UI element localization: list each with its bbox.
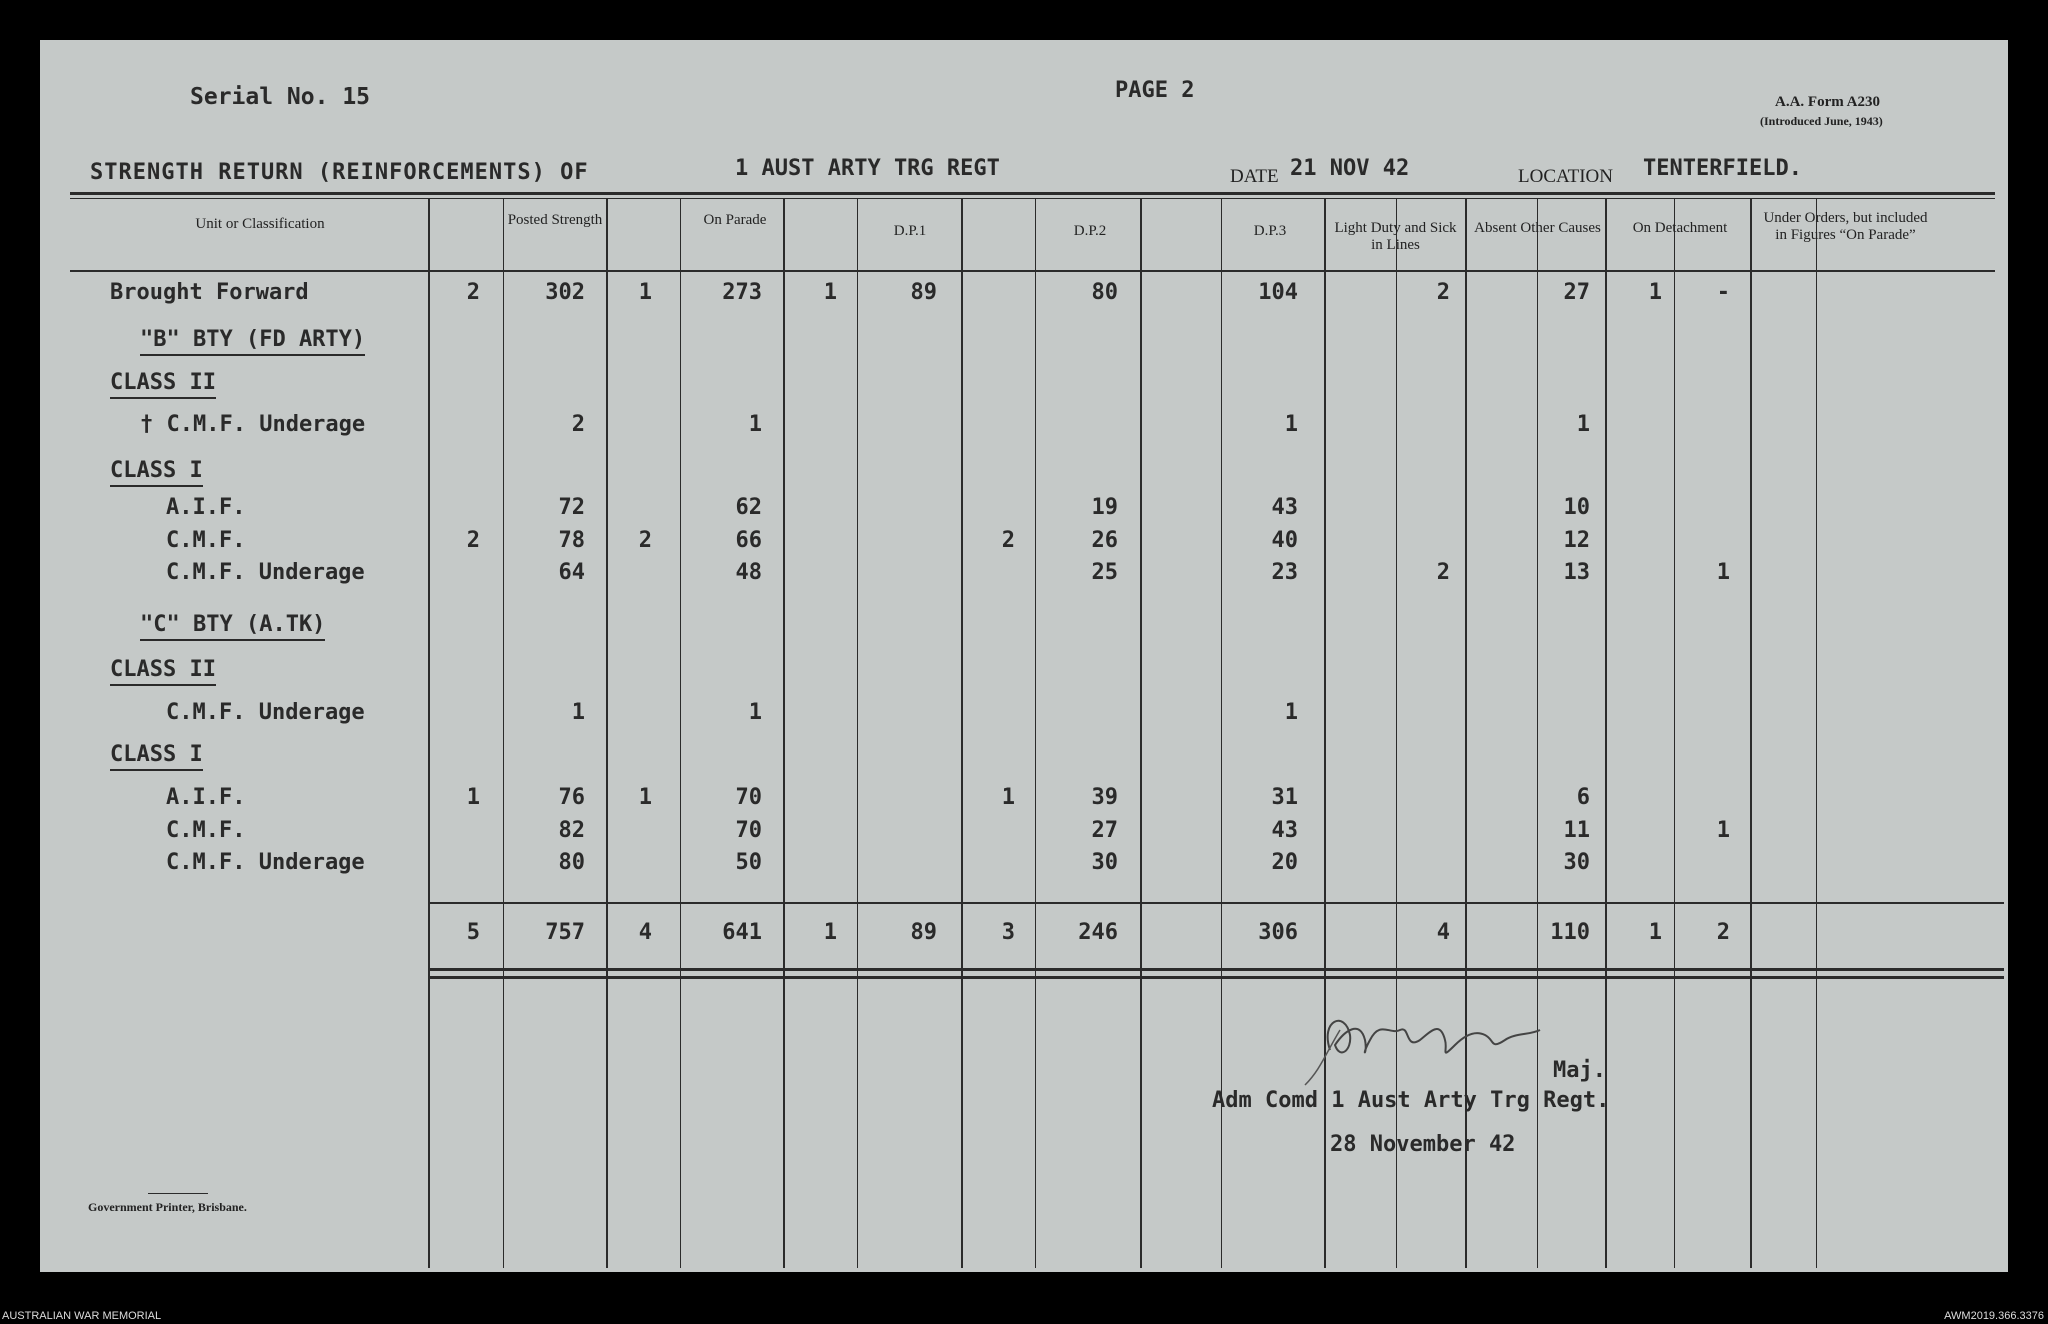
cell-value: 273 bbox=[722, 280, 762, 305]
cell-value: 1 bbox=[1001, 785, 1015, 810]
cell-value: 30 bbox=[1563, 850, 1590, 875]
cell-value: 2 bbox=[638, 528, 652, 553]
total-value: 1 bbox=[1648, 920, 1662, 945]
row-label: † C.M.F. Underage bbox=[140, 412, 366, 437]
cell-value: 25 bbox=[1091, 560, 1118, 585]
cell-value: 80 bbox=[1091, 280, 1118, 305]
cell-value: 27 bbox=[1563, 280, 1590, 305]
cell-value: 70 bbox=[735, 818, 762, 843]
cell-value: 48 bbox=[735, 560, 762, 585]
total-value: 3 bbox=[1001, 920, 1015, 945]
cell-value: 1 bbox=[1716, 818, 1730, 843]
total-value: 757 bbox=[545, 920, 585, 945]
row-label: CLASS I bbox=[110, 458, 203, 487]
col-rule bbox=[1750, 198, 1752, 1268]
cell-value: 78 bbox=[558, 528, 585, 553]
cell-value: 1 bbox=[1648, 280, 1662, 305]
cell-value: 11 bbox=[1563, 818, 1590, 843]
row-label: Brought Forward bbox=[110, 280, 309, 305]
cell-value: 30 bbox=[1091, 850, 1118, 875]
cell-value: 2 bbox=[571, 412, 585, 437]
total-value: 1 bbox=[823, 920, 837, 945]
cell-value: 1 bbox=[1716, 560, 1730, 585]
cell-value: 1 bbox=[1284, 700, 1298, 725]
cell-value: 10 bbox=[1563, 495, 1590, 520]
cell-value: 12 bbox=[1563, 528, 1590, 553]
cell-value: 2 bbox=[1436, 280, 1450, 305]
row-label: CLASS II bbox=[110, 657, 216, 686]
cell-value: 2 bbox=[466, 280, 480, 305]
col-rule bbox=[1140, 198, 1142, 1268]
signature-rank: Maj. bbox=[1553, 1058, 1606, 1083]
cell-value: 66 bbox=[735, 528, 762, 553]
totals-top-rule bbox=[428, 902, 2004, 904]
form-introduced: (Introduced June, 1943) bbox=[1760, 114, 1883, 128]
header-dp3: D.P.3 bbox=[1253, 223, 1287, 239]
cell-value: 43 bbox=[1271, 818, 1298, 843]
cell-value: 72 bbox=[558, 495, 585, 520]
title-rule-thin bbox=[70, 198, 1995, 199]
row-label: C.M.F. Underage bbox=[166, 850, 365, 875]
col-rule bbox=[680, 198, 681, 1268]
header-dp1: D.P.1 bbox=[893, 223, 927, 239]
cell-value: 43 bbox=[1271, 495, 1298, 520]
total-value: 5 bbox=[466, 920, 480, 945]
totals-bottom-rule-2 bbox=[428, 976, 2004, 979]
total-value: 89 bbox=[910, 920, 937, 945]
header-rule bbox=[70, 270, 1995, 272]
cell-value: 1 bbox=[823, 280, 837, 305]
cell-value: 1 bbox=[1576, 412, 1590, 437]
header-dp2: D.P.2 bbox=[1073, 223, 1107, 239]
cell-value: 1 bbox=[748, 700, 762, 725]
row-label: C.M.F. bbox=[166, 528, 246, 553]
cell-value: 13 bbox=[1563, 560, 1590, 585]
cell-value: 6 bbox=[1576, 785, 1590, 810]
cell-value: 1 bbox=[638, 785, 652, 810]
cell-value: 1 bbox=[466, 785, 480, 810]
cell-value: 19 bbox=[1091, 495, 1118, 520]
col-rule bbox=[783, 198, 785, 1268]
row-label: C.M.F. bbox=[166, 818, 246, 843]
col-rule bbox=[606, 198, 608, 1268]
cell-value: 2 bbox=[466, 528, 480, 553]
return-title: STRENGTH RETURN (REINFORCEMENTS) OF bbox=[90, 160, 589, 185]
cell-value: 20 bbox=[1271, 850, 1298, 875]
col-rule bbox=[1816, 198, 1817, 1268]
archive-credit: AUSTRALIAN WAR MEMORIAL bbox=[2, 1310, 162, 1322]
row-label: "C" BTY (A.TK) bbox=[140, 612, 325, 641]
printer-rule bbox=[148, 1193, 208, 1194]
cell-value: 39 bbox=[1091, 785, 1118, 810]
total-value: 2 bbox=[1716, 920, 1730, 945]
cell-value: 70 bbox=[735, 785, 762, 810]
location-label: LOCATION bbox=[1518, 166, 1613, 187]
date-value: 21 NOV 42 bbox=[1290, 156, 1410, 181]
archive-id: AWM2019.366.3376 bbox=[1944, 1310, 2044, 1322]
row-label: C.M.F. Underage bbox=[166, 700, 365, 725]
printer-note: Government Printer, Brisbane. bbox=[88, 1200, 247, 1214]
unit-name: 1 AUST ARTY TRG REGT bbox=[735, 156, 1000, 181]
row-label: CLASS I bbox=[110, 742, 203, 771]
cell-value: 2 bbox=[1436, 560, 1450, 585]
signature-date: 28 November 42 bbox=[1330, 1132, 1516, 1157]
page-number: PAGE 2 bbox=[1115, 78, 1195, 103]
header-unit: Unit or Classification bbox=[195, 216, 325, 232]
signature-appointment: Adm Comd 1 Aust Arty Trg Regt. bbox=[1212, 1088, 1610, 1113]
total-value: 4 bbox=[638, 920, 652, 945]
cell-value: 76 bbox=[558, 785, 585, 810]
location-value: TENTERFIELD. bbox=[1643, 156, 1802, 181]
cell-value: 27 bbox=[1091, 818, 1118, 843]
total-value: 4 bbox=[1436, 920, 1450, 945]
col-rule bbox=[961, 198, 963, 1268]
col-rule bbox=[1674, 198, 1675, 1268]
header-under-orders: Under Orders, but included in Figures “On Parade” bbox=[1763, 210, 1928, 243]
form-number: A.A. Form A230 bbox=[1775, 94, 1880, 110]
header-detachment: On Detachment bbox=[1632, 220, 1728, 236]
cell-value: 31 bbox=[1271, 785, 1298, 810]
row-label: CLASS II bbox=[110, 370, 216, 399]
cell-value: 1 bbox=[748, 412, 762, 437]
cell-value: 1 bbox=[571, 700, 585, 725]
col-rule bbox=[1035, 198, 1036, 1268]
row-label: A.I.F. bbox=[166, 785, 246, 810]
header-absent: Absent Other Causes bbox=[1474, 220, 1601, 236]
cell-value: 89 bbox=[910, 280, 937, 305]
totals-bottom-rule bbox=[428, 968, 2004, 971]
cell-value: 26 bbox=[1091, 528, 1118, 553]
col-rule bbox=[428, 198, 430, 1268]
title-rule bbox=[70, 192, 1995, 195]
cell-value: - bbox=[1716, 280, 1730, 305]
row-label: C.M.F. Underage bbox=[166, 560, 365, 585]
total-value: 306 bbox=[1258, 920, 1298, 945]
cell-value: 104 bbox=[1258, 280, 1298, 305]
col-rule bbox=[857, 198, 858, 1268]
cell-value: 82 bbox=[558, 818, 585, 843]
cell-value: 23 bbox=[1271, 560, 1298, 585]
row-label: A.I.F. bbox=[166, 495, 246, 520]
cell-value: 80 bbox=[558, 850, 585, 875]
total-value: 110 bbox=[1550, 920, 1590, 945]
signature-handwriting bbox=[1290, 990, 1570, 1090]
cell-value: 64 bbox=[558, 560, 585, 585]
date-label: DATE bbox=[1230, 166, 1279, 187]
form-page bbox=[40, 40, 2008, 1272]
total-value: 246 bbox=[1078, 920, 1118, 945]
header-on-parade: On Parade bbox=[703, 212, 767, 228]
header-posted-strength: Posted Strength bbox=[507, 212, 603, 228]
cell-value: 2 bbox=[1001, 528, 1015, 553]
header-light-duty: Light Duty and Sick in Lines bbox=[1334, 220, 1457, 253]
cell-value: 62 bbox=[735, 495, 762, 520]
total-value: 641 bbox=[722, 920, 762, 945]
row-label: "B" BTY (FD ARTY) bbox=[140, 327, 365, 356]
cell-value: 50 bbox=[735, 850, 762, 875]
serial-number: Serial No. 15 bbox=[190, 84, 371, 110]
col-rule bbox=[503, 198, 504, 1268]
cell-value: 1 bbox=[638, 280, 652, 305]
cell-value: 302 bbox=[545, 280, 585, 305]
cell-value: 1 bbox=[1284, 412, 1298, 437]
cell-value: 40 bbox=[1271, 528, 1298, 553]
